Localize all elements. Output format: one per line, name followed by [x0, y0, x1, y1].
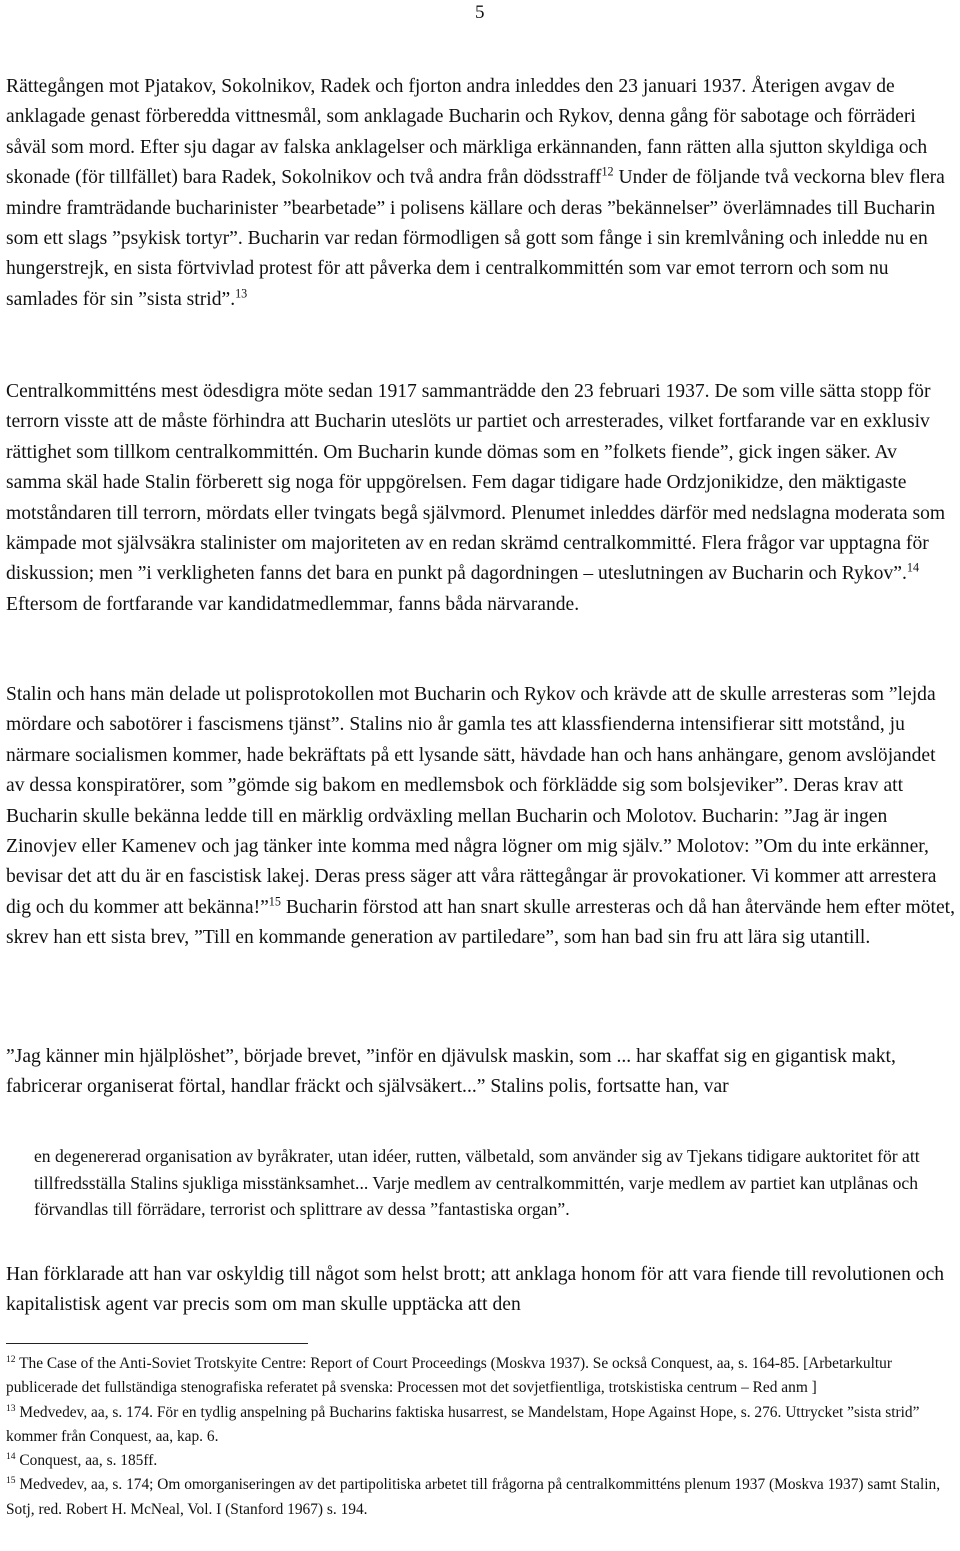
paragraph-letter-intro: ”Jag känner min hjälplöshet”, började brevet, ”inför en djävulsk maskin, som ... har skaffat sig en gigantisk makt, fabricerar organiserat förtal, handlar fräckt och självsäkert...” Stalins polis, fortsatte han, var: [6, 1046, 896, 1098]
footnote-14: [6, 1449, 958, 1473]
paragraph-text: Under de följande två veckorna blev flera mindre framträdande bucharinister ”bearbetade” i polisens källare och deras ”bekännelser” överlämnades till Bucharin som ett slags ”psykisk tortyr”. Bucharin var redan förmodligen så gott som fånge i sin kremlvåning och inledde nu en hungerstrejk, en sista förtvivlad protest för att påverka dem i centralkommittén som var emot terrorn och som nu samlades för sin ”sista strid”.: [6, 167, 945, 310]
paragraph-trial: [6, 72, 956, 315]
block-quote: en degenererad organisation av byråkrater, utan idéer, rutten, välbetald, som använder sig av Tjekans tidigare auktoritet för att tillfredsställa Stalins sjukliga misstänksamhet... Varje medlem av centralkommittén, varje medlem av partiet kan utplånas och förvandlas till förrädare, terrorist och splittrare av dessa ”fantastiska organ”.: [34, 1146, 920, 1219]
footnote-number: 15: [6, 1475, 16, 1487]
paragraph-text: Centralkommitténs mest ödesdigra möte sedan 1917 sammanträdde den 23 februari 1937. De som ville sätta stopp för terrorn visste att de måste förhindra att Bucharin uteslöts ur partiet och arresterades, vilket fortfarande var en exklusiv rättighet som tillkom centralkommittén. Om Bucharin kunde dömas som en ”folkets fiende”, gick ingen säker. Av samma skäl hade Stalin förberett sig noga för uppgörelsen. Fem dagar tidigare hade Ordzjonikidze, den mäktigaste motståndaren till terrorn, mördats eller tvingats begå självmord. Plenumet inleddes därför med nedslagna moderata som kämpade mot självsäkra stalinister om majoriteten av en redan skrämd centralkommitté. Flera frågor var upptagna för diskussion; men ”i verkligheten fanns det bara en punkt på dagordningen – uteslutningen av Bucharin och Rykov”.: [6, 381, 946, 585]
paragraph-innocence: Han förklarade att han var oskyldig till något som helst brott; att anklaga honom för att vara fiende till revolutionen och kapitalistisk agent var precis som om man skulle upptäcka att den: [6, 1264, 945, 1316]
paragraph-text: Bucharin förstod att han snart skulle arresteras och då han återvände hem efter mötet, skrev han ett sista brev, ”Till en kommande generation av partiledare”, som han bad sin fru att lära sig utantill.: [6, 896, 956, 949]
footnote-ref-14[interactable]: 14: [906, 560, 920, 575]
page-number: 5: [475, 2, 485, 23]
footnote-number: 12: [6, 1354, 16, 1366]
footnote-ref-13[interactable]: 13: [235, 286, 248, 301]
footnote-ref-15[interactable]: 15: [268, 894, 281, 909]
paragraph-stalin-demands: [6, 680, 956, 954]
footnotes: [6, 1352, 958, 1522]
footnote-divider: [6, 1343, 308, 1344]
paragraph-text: Stalin och hans män delade ut polisprotokollen mot Bucharin och Rykov och krävde att de skulle arresteras som ”lejda mördare och sabotörer i fascismens tjänst”. Stalins nio år gamla tes att klassfienderna intensifierar sitt motstånd, ju närmare socialismen kommer, hade bekräftats på ett lysande sätt, hävdade han och hans anhängare, genom avslöjandet av dessa konspiratörer, som ”gömde sig bakom en medlemsbok och förklädde sig som bolsjeviker”. Deras krav att Bucharin skulle bekänna ledde till en märklig ordväxling mellan Bucharin och Molotov. Bucharin: ”Jag är ingen Zinovjev eller Kamenev och jag tänker inte komma med några lögner om mig själv.” Molotov: ”Om du inte erkänner, bevisar det att du är en fascistisk lakej. Deras press säger att våra rättegångar är provokationer. Vi kommer att arrestera dig och du kommer att bekänna!”: [6, 684, 937, 918]
footnote-number: 14: [6, 1451, 16, 1463]
footnote-number: 13: [6, 1402, 16, 1414]
footnote-ref-12[interactable]: 12: [601, 164, 614, 179]
footnote-text: Medvedev, aa, s. 174. För en tydlig anspelning på Bucharins faktiska husarrest, se Mandelstam, Hope Against Hope, s. 276. Uttrycket ”sista strid” kommer från Conquest, aa, kap. 6.: [6, 1403, 920, 1445]
footnote-text: The Case of the Anti-Soviet Trotskyite Centre: Report of Court Proceedings (Moskva 1937). Se också Conquest, aa, s. 164-85. [Arbetarkultur publicerade det fullständiga stenografiska referatet på svenska: Processen mot det sovjetfientliga, trotskistiska centrum – Red anm ]: [6, 1355, 892, 1397]
footnote-15: [6, 1473, 958, 1522]
paragraph-text: Eftersom de fortfarande var kandidatmedlemmar, fanns båda närvarande.: [6, 593, 580, 615]
footnote-text: Medvedev, aa, s. 174; Om omorganiseringen av det partipolitiska arbetet till frågorna på centralkommitténs plenum 1937 (Moskva 1937) samt Stalin, Sotj, red. Robert H. McNeal, Vol. I (Stanford 1967) s. 194.: [6, 1476, 941, 1518]
footnote-13: [6, 1401, 958, 1450]
footnote-text: Conquest, aa, s. 185ff.: [15, 1452, 158, 1470]
footnote-12: [6, 1352, 958, 1401]
paragraph-text: Rättegången mot Pjatakov, Sokolnikov, Radek och fjorton andra inleddes den 23 januari 1937. Återigen avgav de anklagade genast förberedda vittnesmål, som anklagade Bucharin och Rykov, denna gång för sabotage och förräderi såväl som mord. Efter sju dagar av falska anklagelser och märkliga erkännanden, fann rätten alla sjutton skyldiga och skonade (för tillfället) bara Radek, Sokolnikov och två andra från dödsstraff: [6, 76, 928, 189]
paragraph-central-committee: [6, 377, 956, 620]
